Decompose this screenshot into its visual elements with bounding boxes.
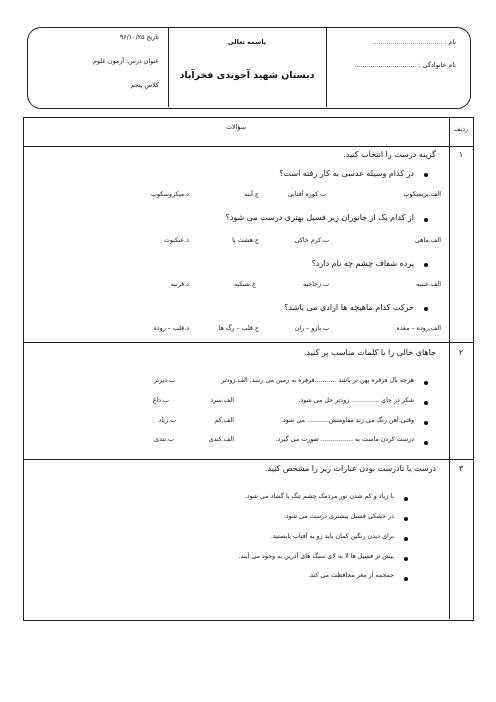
- family-blank: ...............................: [354, 62, 417, 69]
- exam-subject: عنوان درس: آزمون علوم: [93, 58, 159, 65]
- q2-item3-option-b: ب.زیاد: [158, 417, 176, 424]
- name-blank: ...................................: [372, 39, 443, 46]
- bismillah-text: باسمه تعالی: [227, 39, 267, 46]
- q1-item1-text: در کدام وسیله عدسی به کار رفته است؟: [279, 169, 414, 178]
- q3-item4-bullet: [404, 557, 408, 561]
- q1-item4-choice-c: ج.قلب – رگ ها: [218, 325, 259, 332]
- q1-item2-text: از کدام یک از جانوران زیر فسیل بهتری درست می شود؟: [225, 213, 414, 222]
- q1-item3-choice-b: ب.زجاجیه: [303, 281, 329, 288]
- q1-item2-choice-a: الف.ماهی: [414, 237, 441, 244]
- q3-item2-bullet: [404, 517, 408, 521]
- q2-item4-option-a: الف.کندی: [208, 436, 234, 443]
- q1-item2-choice-b: ب.کرم خاکی: [294, 237, 329, 244]
- q2-instruction: جاهای خالی را با کلمات مناسب پر کنید.: [303, 348, 436, 357]
- q3-item4-text: بیش تر فسیل ها لا به لای سنگ های آذرین به وجود می آیند.: [238, 553, 394, 560]
- header-divider-right: [326, 27, 327, 107]
- q2-item4-text: درست کردن ماست به ................ صورت می گیرد.: [275, 436, 414, 443]
- q2-q3-separator: [23, 459, 473, 460]
- q1-item3-choice-c: ج.شبکیه: [234, 281, 256, 288]
- q1-item3-choice-d: د.قرنیه: [170, 281, 189, 288]
- q1-item4-choice-b: ب.بازو – ران: [294, 325, 329, 332]
- name-label: نام :: [444, 39, 456, 46]
- column-header-row: ردیف: [453, 126, 469, 133]
- q1-item4-choice-a: الف.روده – معده: [396, 325, 441, 332]
- q1-q2-separator: [23, 342, 473, 343]
- q2-item4-bullet: [424, 441, 428, 445]
- q1-item1-choice-d: د.میکروسکوپ: [150, 191, 189, 198]
- exam-grade: کلاس پنجم: [130, 82, 159, 89]
- q3-item1-text: با زیاد و کم شدن نور مردمک چشم تنگ یا گشاد می شود.: [244, 493, 394, 500]
- q3-item3-bullet: [404, 537, 408, 541]
- q3-item2-text: در خشکی فسیل بیشتری درست می شود.: [283, 513, 394, 520]
- q3-item1-bullet: [404, 497, 408, 501]
- q1-item3-text: پرده شفاف چشم چه نام دارد؟: [311, 259, 414, 268]
- family-label: نام خانوادگی :: [418, 62, 456, 69]
- row-number-column-line: [449, 117, 450, 619]
- q1-item2-bullet: [424, 218, 428, 222]
- q2-number: ۲: [458, 348, 464, 357]
- q2-item2-bullet: [424, 401, 428, 405]
- q3-number: ۳: [458, 464, 464, 473]
- q2-item2-text: شکر در چای .............. زودتر حل می شود.: [298, 397, 414, 404]
- q2-item1-bullet: [424, 381, 428, 385]
- q3-item5-bullet: [404, 577, 408, 581]
- q1-item3-bullet: [424, 263, 428, 267]
- q1-item1-choice-a: الف.پریسکوپ: [403, 191, 441, 198]
- school-name: دبستان شهید آخوندی فخرآباد: [179, 70, 315, 81]
- name-field: [372, 39, 456, 46]
- q2-item3-text: وقتی آهن زنگ می زند مقاومتش........... می شود.: [280, 417, 414, 424]
- q2-item4-option-b: ب.تندی: [154, 436, 174, 443]
- q2-item1-text: هرچه بال فرفره پهن تر باشد ...........فرفره به زمین می رسد. الف.زودتر: [221, 377, 414, 384]
- exam-date: تاریخ ۹۶/۱۰/۲۵: [119, 34, 159, 41]
- q1-item4-text: حرکت کدام ماهیچه ها ارادی می باشد؟: [284, 303, 414, 312]
- q3-item3-text: برای دیدن رنگین کمان باید رو به آفتاب بایستید.: [270, 533, 394, 540]
- q1-item4-bullet: [424, 307, 428, 311]
- q1-item2-choice-d: د.عنکبوت: [163, 237, 189, 244]
- q1-item4-choice-d: د.قلب – روده: [153, 325, 189, 332]
- q2-item1-option-b: ب.دیرتر: [153, 377, 175, 384]
- column-header-questions: سؤالات: [226, 124, 246, 131]
- q3-item5-text: جمجمه از مغز محافظت می کند.: [308, 572, 394, 579]
- q1-number: ۱: [458, 150, 464, 159]
- q2-item3-bullet: [424, 421, 428, 425]
- q2-item2-option-a: الف.سرد: [210, 397, 234, 404]
- q3-instruction: درست یا نادرست بودن عبارات زیر را مشخص کنید.: [264, 464, 436, 473]
- q2-item2-option-b: ب.داغ: [152, 397, 169, 404]
- q1-item1-choice-b: ب.کوره آفتابی: [287, 191, 326, 198]
- q2-item3-option-a: الف.کم: [214, 417, 234, 424]
- q1-item1-bullet: [424, 173, 428, 177]
- table-header-separator: [23, 146, 473, 147]
- q1-item1-choice-c: ج.آینه: [244, 191, 259, 198]
- family-field: [355, 62, 456, 69]
- q1-item3-choice-a: الف.عنبیه: [415, 281, 441, 288]
- q1-instruction: گزینه درست را انتخاب کنید.: [343, 150, 436, 159]
- q1-item2-choice-c: ج.هشت پا: [232, 237, 259, 244]
